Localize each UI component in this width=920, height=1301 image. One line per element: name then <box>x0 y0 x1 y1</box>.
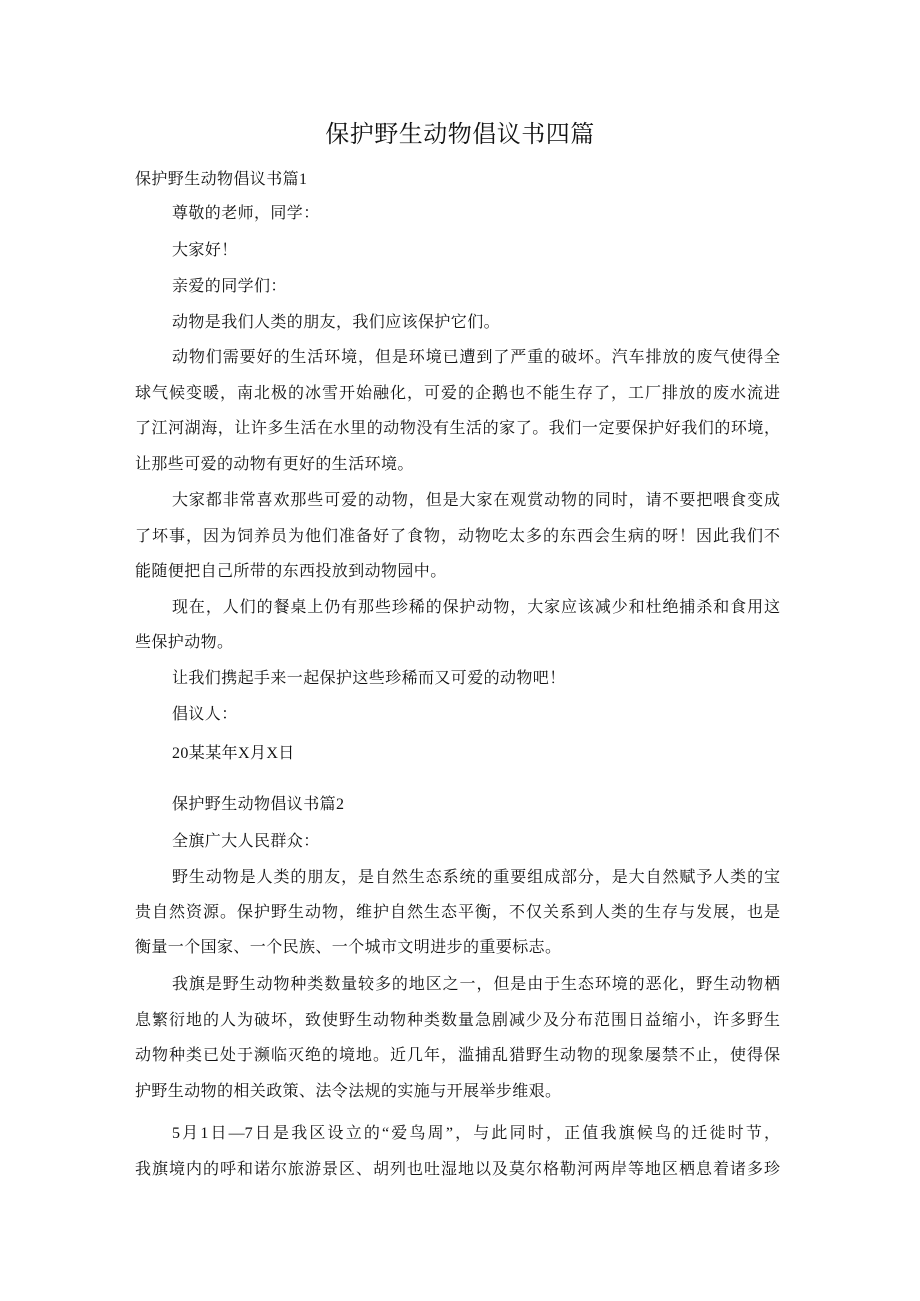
greeting-line: 大家好！ <box>172 242 238 259</box>
paragraph-line: 息繁衍地的人为破坏，致使野生动物种类数量急剧减少及分布范围日益缩小，许多野生 <box>135 1012 780 1029</box>
paragraph-line: 了坏事，因为饲养员为他们准备好了食物，动物吃太多的东西会生病的呀！因此我们不 <box>135 528 780 545</box>
paragraph-line: 衡量一个国家、一个民族、一个城市文明进步的重要标志。 <box>135 939 562 956</box>
paragraph-line: 护野生动物的相关政策、法令法规的实施与开展举步维艰。 <box>135 1083 562 1100</box>
section-heading: 保护野生动物倡议书篇1 <box>135 171 308 188</box>
salutation-line: 全旗广大人民群众： <box>172 833 320 850</box>
paragraph-line: 动物是我们人类的朋友，我们应该保护它们。 <box>172 314 501 331</box>
paragraph-line: 些保护动物。 <box>135 634 234 651</box>
paragraph-line: 能随便把自己所带的东西投放到动物园中。 <box>135 563 447 580</box>
paragraph-line: 球气候变暖，南北极的冰雪开始融化，可爱的企鹅也不能生存了，工厂排放的废水流进 <box>135 385 780 402</box>
paragraph-line: 让那些可爱的动物有更好的生活环境。 <box>135 456 414 473</box>
paragraph-line: 贵自然资源。保护野生动物，维护自然生态平衡，不仅关系到人类的生存与发展，也是 <box>135 904 780 921</box>
date-line: 20某某年X月X日 <box>172 745 295 762</box>
paragraph-line: 动物种类已处于濒临灭绝的境地。近几年，滥捕乱猎野生动物的现象屡禁不止，使得保 <box>135 1047 780 1064</box>
paragraph-line: 现在，人们的餐桌上仍有那些珍稀的保护动物，大家应该减少和杜绝捕杀和食用这 <box>172 599 780 616</box>
paragraph-line: 野生动物是人类的朋友，是自然生态系统的重要组成部分，是大自然赋予人类的宝 <box>172 869 780 886</box>
salutation-line: 尊敬的老师，同学： <box>172 205 320 222</box>
document-title: 保护野生动物倡议书四篇 <box>325 122 595 148</box>
signature-line: 倡议人： <box>172 706 238 723</box>
section-heading: 保护野生动物倡议书篇2 <box>172 796 345 813</box>
salutation-line: 亲爱的同学们： <box>172 278 287 295</box>
paragraph-line: 我旗是野生动物种类数量较多的地区之一，但是由于生态环境的恶化，野生动物栖 <box>172 976 780 993</box>
paragraph-line: 大家都非常喜欢那些可爱的动物，但是大家在观赏动物的同时，请不要把喂食变成 <box>172 492 780 509</box>
paragraph-line: 动物们需要好的生活环境，但是环境已遭到了严重的破坏。汽车排放的废气使得全 <box>172 349 780 366</box>
paragraph-line: 让我们携起手来一起保护这些珍稀而又可爱的动物吧！ <box>172 670 566 687</box>
paragraph-line: 我旗境内的呼和诺尔旅游景区、胡列也吐湿地以及莫尔格勒河两岸等地区栖息着诸多珍 <box>135 1161 780 1178</box>
paragraph-line: 5月1日—7日是我区设立的“爱鸟周”，与此同时，正值我旗候鸟的迁徙时节， <box>172 1125 780 1142</box>
paragraph-line: 了江河湖海，让许多生活在水里的动物没有生活的家了。我们一定要保护好我们的环境， <box>135 420 780 437</box>
